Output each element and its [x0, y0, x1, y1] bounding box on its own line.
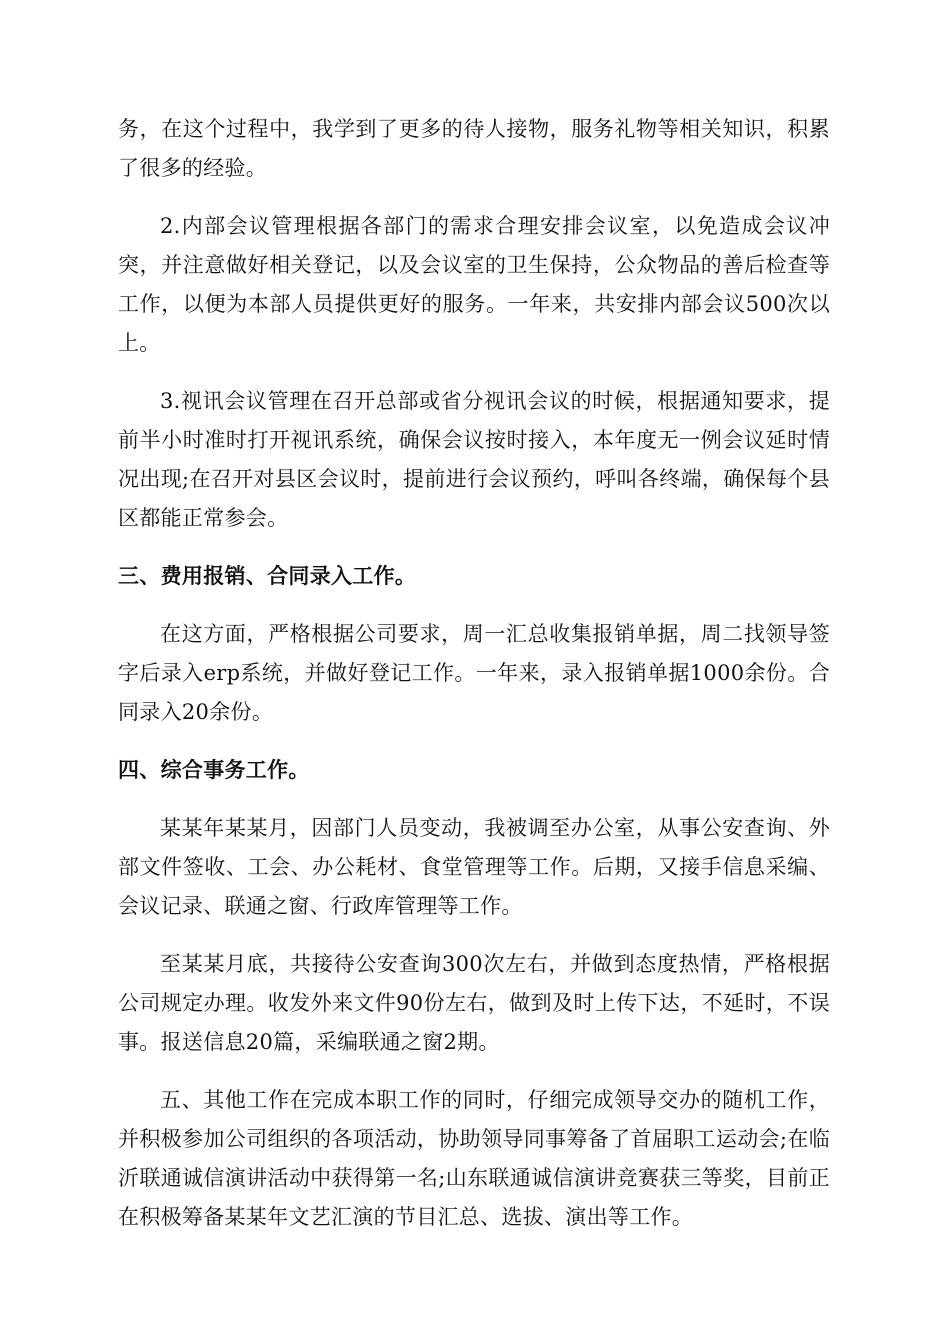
- paragraph-other-work: 五、其他工作在完成本职工作的同时，仔细完成领导交办的随机工作，并积极参加公司组织的各项活动，协助领导同事筹备了首届职工运动会;在临沂联通诚信演讲活动中获得第一名;山东联通诚信演讲竞赛获三等奖，目前正在积极筹备某某年文艺汇演的节目汇总、选拔、演出等工作。: [118, 1088, 830, 1229]
- paragraph-general-affairs-1: 某某年某某月，因部门人员变动，我被调至办公室，从事公安查询、外部文件签收、工会、办公耗材、食堂管理等工作。后期，又接手信息采编、会议记录、联通之窗、行政库管理等工作。: [118, 816, 830, 918]
- document-page: [118, 110, 830, 1256]
- paragraph-continued: 务，在这个过程中，我学到了更多的待人接物，服务礼物等相关知识，积累了很多的经验。: [118, 117, 830, 180]
- section-heading-4: 四、综合事务工作。: [118, 758, 310, 782]
- paragraph-general-affairs-2: 至某某月底，共接待公安查询300次左右，并做到态度热情，严格根据公司规定办理。收发外来文件90份左右，做到及时上传下达，不延时，不误事。报送信息20篇，采编联通之窗2期。: [118, 952, 830, 1054]
- paragraph-internal-meeting: 2.内部会议管理根据各部门的需求合理安排会议室，以免造成会议冲突，并注意做好相关登记，以及会议室的卫生保持，公众物品的善后检查等工作，以便为本部人员提供更好的服务。一年来，共安排内部会议500次以上。: [118, 214, 830, 355]
- section-heading-3: 三、费用报销、合同录入工作。: [118, 564, 417, 588]
- paragraph-reimbursement: 在这方面，严格根据公司要求，周一汇总收集报销单据，周二找领导签字后录入erp系统，并做好登记工作。一年来，录入报销单据1000余份。合同录入20余份。: [118, 622, 830, 724]
- paragraph-video-meeting: 3.视讯会议管理在召开总部或省分视讯会议的时候，根据通知要求，提前半小时准时打开视讯系统，确保会议按时接入，本年度无一例会议延时情况出现;在召开对县区会议时，提前进行会议预约，呼叫各终端，确保每个县区都能正常参会。: [118, 389, 830, 530]
